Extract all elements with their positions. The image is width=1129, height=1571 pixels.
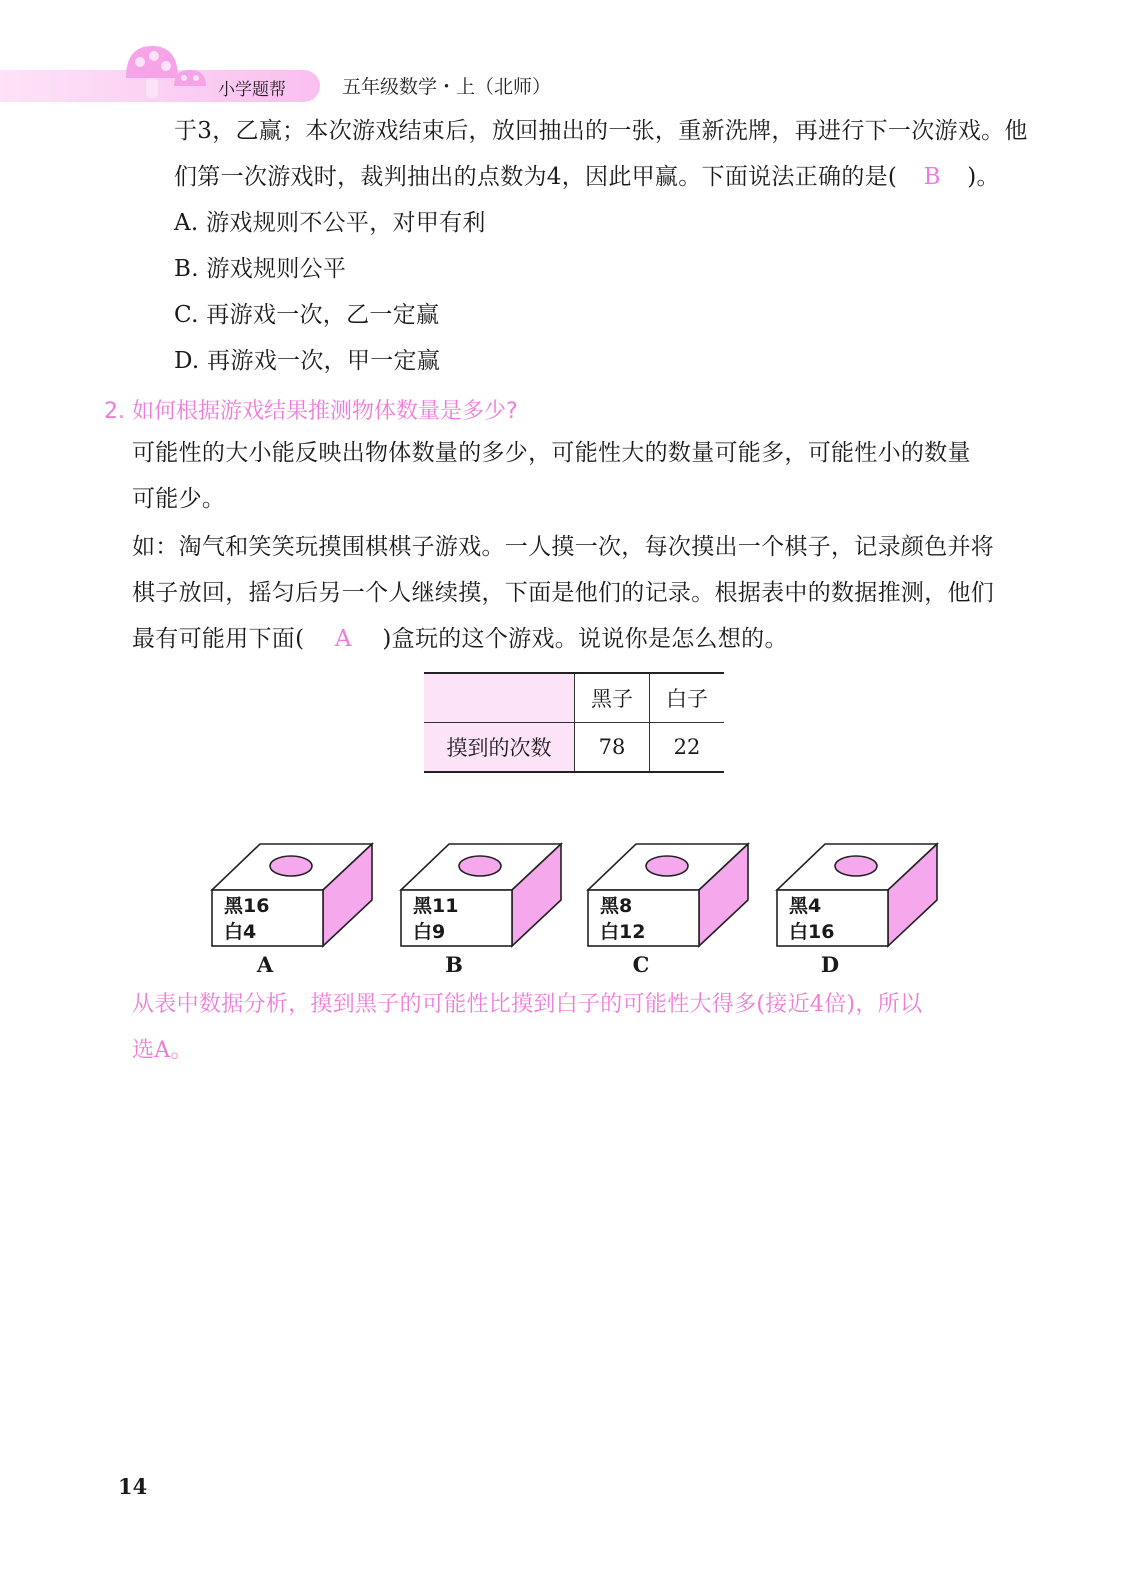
q2-answer: A (334, 626, 352, 652)
q1-option-a: A. 游戏规则不公平，对甲有利 (174, 210, 486, 236)
box-a-white-count: 白4 (224, 921, 257, 943)
table-header-black: 黑子 (575, 673, 650, 723)
box-b-black-count: 黑11 (413, 895, 459, 917)
box-d-white-count: 白16 (789, 921, 835, 943)
q2-example-line-3-end: )盒玩的这个游戏。说说你是怎么想的。 (382, 626, 788, 652)
box-c-letter: C (632, 952, 650, 977)
box-a-black-count: 黑16 (224, 895, 270, 917)
box-b-white-count: 白9 (413, 921, 446, 943)
page-number: 14 (118, 1474, 148, 1499)
book-title: 五年级数学・上（北师） (342, 76, 552, 98)
table-corner (424, 673, 575, 723)
q1-option-b: B. 游戏规则公平 (174, 256, 347, 282)
table-cell-black: 78 (575, 723, 650, 773)
q1-line-2-end: )。 (967, 164, 1000, 190)
q2-example-line-2: 棋子放回，摇匀后另一个人继续摸，下面是他们的记录。根据表中的数据推测，他们 (132, 580, 995, 606)
box-d-black-count: 黑4 (789, 895, 822, 917)
q2-example-line-3-text: 最有可能用下面( (132, 626, 305, 652)
q2-para-line-1: 可能性的大小能反映出物体数量的多少，可能性大的数量可能多，可能性小的数量 (132, 440, 971, 466)
table-header-white: 白子 (650, 673, 725, 723)
explanation-line-2: 选A。 (132, 1038, 193, 1063)
explanation-line-1: 从表中数据分析，摸到黑子的可能性比摸到白子的可能性大得多(接近4倍)，所以 (132, 992, 923, 1017)
q1-line-1: 于3，乙赢；本次游戏结束后，放回抽出的一张，重新洗牌，再进行下一次游戏。他 (174, 118, 1028, 144)
box-d-letter: D (820, 952, 840, 977)
box-c-black-count: 黑8 (600, 895, 633, 917)
table-cell-white: 22 (650, 723, 725, 773)
box-a (210, 842, 376, 950)
box-d (775, 842, 941, 950)
q1-answer: B (923, 164, 941, 190)
q1-line-2 (174, 162, 1000, 192)
record-table (424, 672, 724, 773)
q2-para-line-2: 可能少。 (132, 486, 226, 512)
table-row (424, 723, 724, 773)
box-c (586, 842, 752, 950)
q2-example-line-3 (132, 624, 788, 654)
q2-heading: 2. 如何根据游戏结果推测物体数量是多少? (104, 399, 518, 424)
brand-name: 小学题帮 (218, 80, 286, 100)
mushroom-logo-icon (122, 42, 212, 104)
box-a-letter: A (256, 952, 274, 977)
box-c-white-count: 白12 (600, 921, 646, 943)
box-b-letter: B (445, 952, 463, 977)
q1-option-d: D. 再游戏一次，甲一定赢 (174, 348, 441, 374)
table-row-label: 摸到的次数 (424, 723, 575, 773)
q1-line-2-text: 们第一次游戏时，裁判抽出的点数为4，因此甲赢。下面说法正确的是( (174, 164, 898, 190)
box-b (399, 842, 565, 950)
q2-example-line-1: 如：淘气和笑笑玩摸围棋棋子游戏。一人摸一次，每次摸出一个棋子，记录颜色并将 (132, 534, 995, 560)
table-header-row (424, 673, 724, 723)
q1-option-c: C. 再游戏一次，乙一定赢 (174, 302, 440, 328)
